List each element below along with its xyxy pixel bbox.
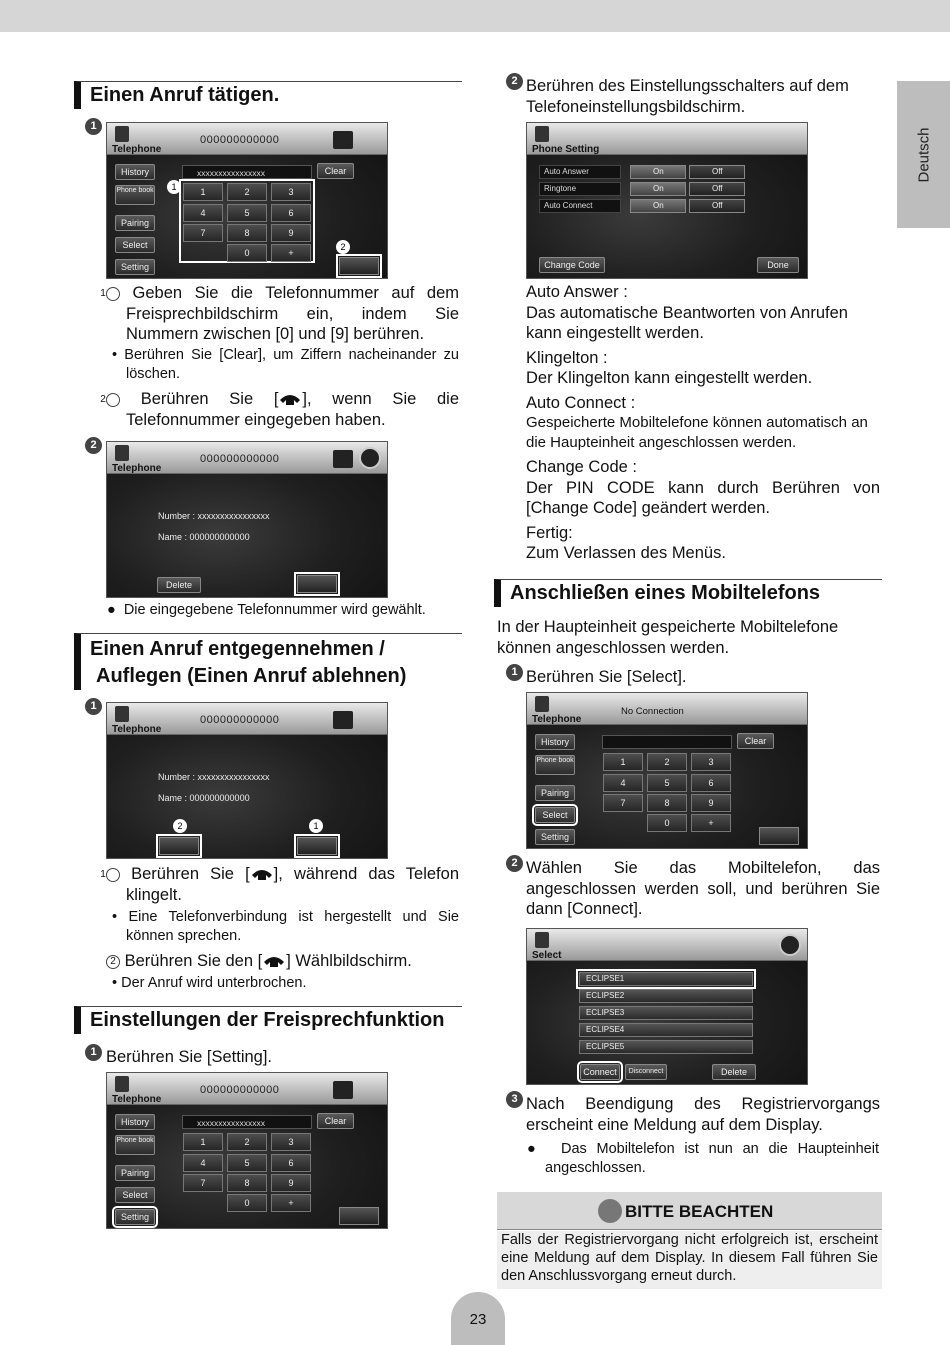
connection-status: No Connection — [621, 706, 684, 717]
key-3[interactable]: 3 — [271, 183, 311, 201]
call-button[interactable] — [339, 257, 379, 275]
key-5[interactable]: 5 — [647, 774, 687, 792]
auto-connect-on[interactable]: On — [630, 199, 686, 213]
def-desc: Gespeicherte Mobiltelefone können automatisch an die Haupteinheit angeschlossen werden. — [526, 414, 868, 451]
screen-title: Select — [532, 950, 562, 961]
page-number — [451, 1292, 505, 1345]
device-row[interactable]: ECLIPSE5 — [579, 1040, 753, 1054]
auto-answer-on[interactable]: On — [630, 165, 686, 179]
screen-phone-setting — [526, 122, 808, 279]
device-row[interactable]: ECLIPSE2 — [579, 989, 753, 1003]
key-4[interactable]: 4 — [183, 204, 223, 222]
bullet-clear-text: Berühren Sie [Clear], um Ziffern nacheinander zu löschen. — [124, 347, 459, 382]
book-icon — [598, 1199, 622, 1223]
hangup-icon — [262, 954, 286, 968]
step-2-part-a: Berühren Sie [ — [140, 390, 279, 408]
screen-telephone-setting — [106, 1072, 388, 1229]
name-label: Name : 000000000000 — [158, 793, 250, 803]
note-connected-text: Das Mobiltelefon ist nun an die Haupteinheit angeschlossen. — [545, 1141, 879, 1176]
key-0[interactable]: 0 — [647, 814, 687, 832]
key-9[interactable]: 9 — [691, 794, 731, 812]
select-button[interactable]: Select — [115, 237, 155, 253]
step-marker-1: 1 — [85, 118, 102, 135]
setting-button[interactable]: Setting — [115, 1209, 155, 1225]
screen-title: Phone Setting — [532, 144, 600, 155]
language-tab-label: Deutsch — [915, 126, 932, 183]
def-term: Fertig: — [526, 523, 573, 542]
clear-button[interactable]: Clear — [737, 733, 774, 749]
history-button[interactable]: History — [535, 734, 575, 750]
device-row[interactable]: ECLIPSE1 — [579, 972, 753, 986]
screen-title: Telephone — [112, 144, 162, 155]
phone-icon — [115, 706, 129, 722]
signal-icon — [333, 131, 353, 149]
circle-num-2: 2 — [106, 393, 120, 407]
key-1[interactable]: 1 — [603, 753, 643, 771]
step-marker-2: 2 — [506, 855, 523, 872]
ringtone-on[interactable]: On — [630, 182, 686, 196]
language-tab — [897, 81, 950, 228]
signal-icon — [333, 450, 353, 468]
screen-header — [107, 703, 387, 735]
phone-icon — [535, 932, 549, 948]
callout-2: 2 — [173, 819, 187, 833]
call-button[interactable] — [759, 827, 799, 845]
step-marker-1: 1 — [85, 698, 102, 715]
section-title-line-1: Einen Anruf entgegennehmen / — [90, 638, 385, 660]
key-8[interactable]: 8 — [647, 794, 687, 812]
number-label: Number : xxxxxxxxxxxxxxxx — [158, 511, 270, 521]
phonebook-button[interactable]: Phone book — [115, 1135, 155, 1155]
step-marker-2: 2 — [506, 73, 523, 90]
key-4[interactable]: 4 — [183, 1154, 223, 1172]
screen-title: Telephone — [532, 714, 582, 725]
def-term: Auto Answer : — [526, 283, 628, 301]
callout-2: 2 — [336, 240, 350, 254]
section-title-text: Einstellungen der Freisprechfunktion — [90, 1009, 445, 1031]
screen-header — [527, 929, 807, 961]
number-display: 000000000000 — [200, 134, 280, 146]
back-icon[interactable] — [359, 447, 381, 469]
phonebook-button[interactable]: Phone book — [115, 185, 155, 205]
number-input[interactable]: xxxxxxxxxxxxxxxx — [182, 1115, 312, 1129]
hangup-button[interactable] — [159, 837, 199, 855]
answer-step-1 — [100, 864, 459, 905]
def-term: Change Code : — [526, 458, 637, 476]
history-button[interactable]: History — [115, 164, 155, 180]
def-term: Klingelton : — [526, 348, 608, 367]
circle-num-1: 1 — [106, 868, 120, 882]
auto-answer-off[interactable]: Off — [689, 165, 745, 179]
change-code-button[interactable]: Change Code — [539, 257, 605, 273]
disconnect-button[interactable]: Disconnect — [625, 1064, 667, 1080]
phone-icon — [115, 1076, 129, 1092]
key-0[interactable]: 0 — [227, 1194, 267, 1212]
key-9[interactable]: 9 — [271, 224, 311, 242]
def-term: Auto Connect : — [526, 393, 636, 412]
number-input[interactable] — [602, 735, 732, 749]
connect-button[interactable]: Connect — [580, 1064, 620, 1080]
connect-step-1: Berühren Sie [Select]. — [526, 668, 687, 686]
screen-header — [107, 123, 387, 155]
answer-step-2-b: ] Wählbildschirm. — [286, 952, 412, 970]
screen-header — [107, 442, 387, 474]
setting-button[interactable]: Setting — [115, 259, 155, 275]
phone-icon — [115, 445, 129, 461]
screen-title: Telephone — [112, 1094, 162, 1105]
name-label: Name : 000000000000 — [158, 532, 250, 542]
auto-connect-label: Auto Connect — [539, 199, 621, 213]
step-2-text — [100, 389, 459, 430]
screen-select-device — [526, 928, 808, 1085]
callout-1: 1 — [309, 819, 323, 833]
note-header — [497, 1192, 882, 1230]
done-button[interactable]: Done — [757, 257, 799, 273]
key-3[interactable]: 3 — [691, 753, 731, 771]
screen-incoming-call — [106, 702, 388, 859]
phone-icon — [535, 126, 549, 142]
definitions-list — [526, 282, 880, 564]
key-5[interactable]: 5 — [227, 204, 267, 222]
number-display: 000000000000 — [200, 453, 280, 465]
key-6[interactable]: 6 — [271, 1154, 311, 1172]
back-icon[interactable] — [779, 934, 801, 956]
key-plus[interactable]: + — [691, 814, 731, 832]
section-title-answer-call — [74, 633, 462, 690]
auto-connect-off[interactable]: Off — [689, 199, 745, 213]
key-7[interactable]: 7 — [603, 794, 643, 812]
key-4[interactable]: 4 — [603, 774, 643, 792]
def-desc: Der PIN CODE kann durch Berühren von [Change Code] geändert werden. — [526, 478, 880, 517]
step-marker-3: 3 — [506, 1091, 523, 1108]
note-connected: ● Das Mobiltelefon ist nun an die Haupteinheit angeschlossen. — [527, 1141, 879, 1176]
connect-intro: In der Haupteinheit gespeicherte Mobiltelefone können angeschlossen werden. — [497, 618, 839, 657]
key-plus[interactable]: + — [271, 1194, 311, 1212]
setting-button[interactable]: Setting — [535, 829, 575, 845]
device-row[interactable]: ECLIPSE4 — [579, 1023, 753, 1037]
screen-telephone-keypad — [106, 122, 388, 279]
device-row[interactable]: ECLIPSE3 — [579, 1006, 753, 1020]
ringtone-off[interactable]: Off — [689, 182, 745, 196]
number-label: Number : xxxxxxxxxxxxxxxx — [158, 772, 270, 782]
bullet-interrupted: • Der Anruf wird unterbrochen. — [112, 975, 307, 991]
circle-num-1: 1 — [106, 287, 120, 301]
section-title-connect-phone — [494, 579, 882, 607]
connect-step-3: Nach Beendigung des Registriervorgangs erscheint eine Meldung auf dem Display. — [526, 1095, 880, 1134]
step-marker-2: 2 — [85, 437, 102, 454]
delete-button[interactable]: Delete — [157, 577, 201, 593]
callout-1: 1 — [167, 180, 181, 194]
top-bar — [0, 0, 950, 32]
phone-icon — [535, 696, 549, 712]
screen-title: Telephone — [112, 463, 162, 474]
number-display: 000000000000 — [200, 1084, 280, 1096]
section-title-text: Einen Anruf tätigen. — [90, 84, 280, 106]
call-button[interactable] — [339, 1207, 379, 1225]
phone-icon — [250, 867, 274, 881]
connect-step-2: Wählen Sie das Mobiltelefon, das angeschlossen werden soll, und berühren Sie dann [Connect]. — [526, 859, 880, 918]
key-6[interactable]: 6 — [691, 774, 731, 792]
screen-no-connection — [526, 692, 808, 849]
note-dial-text: Die eingegebene Telefonnummer wird gewählt. — [123, 602, 426, 618]
answer-step-2 — [106, 951, 459, 972]
section-title-make-call — [74, 81, 462, 109]
note-body: Falls der Registriervorgang nicht erfolgreich ist, erscheint eine Meldung auf dem Display. In diesem Fall führen Sie den Anschlussvorgang erneut durch. — [497, 1231, 882, 1289]
clear-button[interactable]: Clear — [317, 163, 354, 179]
key-1[interactable]: 1 — [183, 1133, 223, 1151]
answer-step-2-a: Berühren Sie den [ — [124, 952, 263, 970]
key-8[interactable]: 8 — [227, 1174, 267, 1192]
settings-step-1: Berühren Sie [Setting]. — [106, 1048, 273, 1066]
delete-button[interactable]: Delete — [712, 1064, 756, 1080]
section-title-line-2: Auflegen (Einen Anruf ablehnen) — [96, 665, 407, 687]
bullet-connected-text: Eine Telefonverbindung ist hergestellt und Sie können sprechen. — [126, 909, 459, 944]
def-desc: Das automatische Beantworten von Anrufen kann eingestellt werden. — [526, 303, 848, 342]
key-plus[interactable]: + — [271, 244, 311, 262]
screen-header — [107, 1073, 387, 1105]
key-1[interactable]: 1 — [183, 183, 223, 201]
bullet-clear: • Berühren Sie [Clear], um Ziffern nacheinander zu löschen. — [112, 347, 459, 382]
answer-step-1-b: ], während das Telefon klingelt. — [126, 865, 459, 904]
key-2[interactable]: 2 — [647, 753, 687, 771]
select-button[interactable]: Select — [535, 807, 575, 823]
step-1-body: Geben Sie die Telefonnummer auf dem Freisprechbildschirm ein, indem Sie Nummern zwischen [0] und [9] berühren. — [126, 284, 459, 343]
select-button[interactable]: Select — [115, 1187, 155, 1203]
key-7[interactable]: 7 — [183, 224, 223, 242]
screen-header — [527, 693, 807, 725]
answer-step-1-a: Berühren Sie [ — [131, 865, 250, 883]
key-2[interactable]: 2 — [227, 1133, 267, 1151]
section-title-text: Anschließen eines Mobiltelefons — [510, 582, 821, 604]
key-2[interactable]: 2 — [227, 183, 267, 201]
key-7[interactable]: 7 — [183, 1174, 223, 1192]
page-number-text: 23 — [469, 1311, 487, 1328]
key-8[interactable]: 8 — [227, 224, 267, 242]
key-3[interactable]: 3 — [271, 1133, 311, 1151]
step-marker-1: 1 — [506, 664, 523, 681]
history-button[interactable]: History — [115, 1114, 155, 1130]
key-9[interactable]: 9 — [271, 1174, 311, 1192]
auto-answer-label: Auto Answer — [539, 165, 621, 179]
bullet-interrupted-text: Der Anruf wird unterbrochen. — [121, 975, 307, 991]
ringtone-label: Ringtone — [539, 182, 621, 196]
key-5[interactable]: 5 — [227, 1154, 267, 1172]
note-dial: ● Die eingegebene Telefonnummer wird gewählt. — [107, 602, 426, 618]
pairing-button[interactable]: Pairing — [115, 215, 155, 231]
key-6[interactable]: 6 — [271, 204, 311, 222]
def-desc: Zum Verlassen des Menüs. — [526, 544, 726, 562]
signal-icon — [333, 711, 353, 729]
screen-header — [527, 123, 807, 155]
key-0[interactable]: 0 — [227, 244, 267, 262]
phone-icon — [278, 392, 302, 406]
step-marker-1: 1 — [85, 1044, 102, 1061]
def-desc: Der Klingelton kann eingestellt werden. — [526, 369, 813, 387]
phone-setting-step: Berühren des Einstellungsschalters auf dem Telefoneinstellungsbildschirm. — [526, 77, 849, 116]
clear-button[interactable]: Clear — [317, 1113, 354, 1129]
signal-icon — [333, 1081, 353, 1099]
pairing-button[interactable]: Pairing — [535, 785, 575, 801]
screen-dialing — [106, 441, 388, 598]
note-title: BITTE BEACHTEN — [625, 1202, 774, 1221]
bullet-connected: • Eine Telefonverbindung ist hergestellt und Sie können sprechen. — [112, 909, 459, 944]
phone-icon — [115, 126, 129, 142]
screen-title: Telephone — [112, 724, 162, 735]
pairing-button[interactable]: Pairing — [115, 1165, 155, 1181]
call-button[interactable] — [297, 575, 337, 593]
number-input[interactable]: xxxxxxxxxxxxxxxx — [182, 165, 312, 179]
step-1-text — [100, 283, 459, 345]
section-title-handsfree-settings — [74, 1006, 462, 1034]
circle-num-2: 2 — [106, 955, 120, 969]
answer-button[interactable] — [297, 837, 337, 855]
phonebook-button[interactable]: Phone book — [535, 755, 575, 775]
step-2-part-b: ], wenn Sie die Telefonnummer eingegeben haben. — [126, 390, 459, 429]
number-display: 000000000000 — [200, 714, 280, 726]
